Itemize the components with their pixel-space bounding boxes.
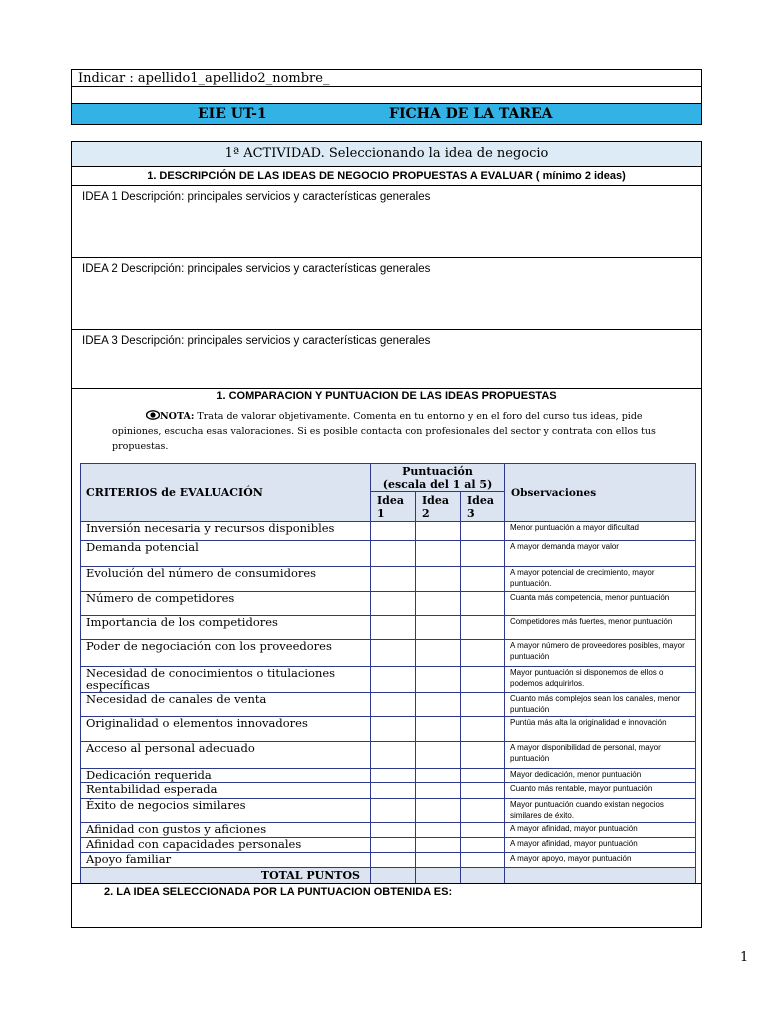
idea-2-field[interactable]: IDEA 2 Descripción: principales servicios y características generales	[72, 258, 701, 330]
observation: Cuanto más complejos sean los canales, menor puntuación	[505, 693, 696, 717]
score-idea-2[interactable]	[416, 592, 461, 616]
table-row	[81, 799, 696, 823]
eye-icon	[146, 410, 160, 420]
section2-title: 1. COMPARACION Y PUNTUACION DE LAS IDEAS PROPUESTAS	[216, 390, 557, 402]
score-idea-1[interactable]	[371, 592, 416, 616]
criterion-label: Necesidad de conocimientos o titulaciones específicas	[81, 667, 371, 693]
table-row	[81, 742, 696, 769]
score-idea-1[interactable]	[371, 853, 416, 868]
observation: Cuanto más rentable, mayor puntuación	[505, 783, 696, 799]
score-idea-2[interactable]	[416, 717, 461, 742]
observation: A mayor demanda mayor valor	[505, 541, 696, 567]
score-idea-3[interactable]	[461, 769, 505, 783]
table-row	[81, 693, 696, 717]
observation: Cuanta más competencia, menor puntuación	[505, 592, 696, 616]
score-idea-3[interactable]	[461, 838, 505, 853]
score-header: Puntuación (escala del 1 al 5)	[371, 464, 505, 492]
total-idea-2[interactable]	[416, 868, 461, 884]
score-idea-1[interactable]	[371, 838, 416, 853]
criterion-label: Evolución del número de consumidores	[81, 567, 371, 592]
score-idea-2[interactable]	[416, 783, 461, 799]
score-idea-2[interactable]	[416, 616, 461, 640]
score-idea-3[interactable]	[461, 853, 505, 868]
score-idea-2[interactable]	[416, 640, 461, 667]
score-idea-2[interactable]	[416, 853, 461, 868]
header-blank-row	[71, 87, 702, 104]
score-idea-1[interactable]	[371, 783, 416, 799]
observation: Mayor dedicación, menor puntuación	[505, 769, 696, 783]
table-row	[81, 717, 696, 742]
score-idea-1[interactable]	[371, 667, 416, 693]
criterion-label: Necesidad de canales de venta	[81, 693, 371, 717]
score-idea-3[interactable]	[461, 783, 505, 799]
observation: A mayor disponibilidad de personal, mayor puntuación	[505, 742, 696, 769]
note: NOTA: Trata de valorar objetivamente. Comenta en tu entorno y en el foro del curso tus ideas, pide opiniones, escucha esas valoraciones. Si es posible contacta con profesionales del sector y contrata con ellos tus propuestas.	[112, 411, 656, 452]
score-idea-2[interactable]	[416, 823, 461, 838]
title-bar	[71, 104, 702, 125]
score-idea-3[interactable]	[461, 616, 505, 640]
score-idea-3[interactable]	[461, 823, 505, 838]
observations-header: Observaciones	[505, 464, 696, 522]
score-idea-3[interactable]	[461, 742, 505, 769]
comparison-section	[72, 389, 701, 883]
score-idea-2[interactable]	[416, 541, 461, 567]
table-row	[81, 541, 696, 567]
unit-code: EIE UT-1	[198, 106, 267, 122]
criterion-label: Dedicación requerida	[81, 769, 371, 783]
idea-3-col: Idea 3	[461, 492, 505, 522]
score-idea-2[interactable]	[416, 769, 461, 783]
idea-1-field[interactable]: IDEA 1 Descripción: principales servicios y características generales	[72, 186, 701, 258]
score-idea-2[interactable]	[416, 693, 461, 717]
activity-form	[71, 141, 702, 928]
observation: Menor puntuación a mayor dificultad	[505, 522, 696, 541]
page-title: FICHA DE LA TAREA	[389, 106, 553, 122]
score-idea-1[interactable]	[371, 742, 416, 769]
table-row	[81, 640, 696, 667]
score-idea-1[interactable]	[371, 541, 416, 567]
observation: Mayor puntuación cuando existan negocios similares de éxito.	[505, 799, 696, 823]
score-idea-3[interactable]	[461, 567, 505, 592]
score-idea-2[interactable]	[416, 799, 461, 823]
score-idea-3[interactable]	[461, 522, 505, 541]
table-row	[81, 769, 696, 783]
observation: A mayor afinidad, mayor puntuación	[505, 823, 696, 838]
table-row	[81, 592, 696, 616]
score-idea-1[interactable]	[371, 693, 416, 717]
table-row	[81, 567, 696, 592]
criterion-label: Afinidad con capacidades personales	[81, 838, 371, 853]
score-idea-2[interactable]	[416, 742, 461, 769]
total-idea-1[interactable]	[371, 868, 416, 884]
table-row	[81, 616, 696, 640]
criterion-label: Número de competidores	[81, 592, 371, 616]
table-row	[81, 838, 696, 853]
criterion-label: Afinidad con gustos y aficiones	[81, 823, 371, 838]
score-idea-2[interactable]	[416, 567, 461, 592]
observation: Mayor puntuación si disponemos de ellos o podemos adquirirlos.	[505, 667, 696, 693]
total-label: TOTAL PUNTOS	[81, 868, 371, 884]
observation: A mayor potencial de crecimiento, mayor puntuación.	[505, 567, 696, 592]
criterion-label: Rentabilidad esperada	[81, 783, 371, 799]
observation: A mayor apoyo, mayor puntuación	[505, 853, 696, 868]
criterion-label: Originalidad o elementos innovadores	[81, 717, 371, 742]
score-idea-3[interactable]	[461, 541, 505, 567]
score-idea-2[interactable]	[416, 522, 461, 541]
page-number: 1	[740, 950, 749, 965]
criteria-header: CRITERIOS de EVALUACIÓN	[81, 464, 371, 522]
observation: A mayor afinidad, mayor puntuación	[505, 838, 696, 853]
criterion-label: Apoyo familiar	[81, 853, 371, 868]
table-row	[81, 667, 696, 693]
score-idea-1[interactable]	[371, 717, 416, 742]
score-idea-1[interactable]	[371, 522, 416, 541]
observation: Puntúa más alta la originalidad e innovación	[505, 717, 696, 742]
score-idea-2[interactable]	[416, 667, 461, 693]
criterion-label: Acceso al personal adecuado	[81, 742, 371, 769]
table-row	[81, 823, 696, 838]
score-idea-3[interactable]	[461, 640, 505, 667]
total-observations	[505, 868, 696, 884]
score-idea-1[interactable]	[371, 616, 416, 640]
observation: A mayor número de proveedores posibles, mayor puntuación	[505, 640, 696, 667]
criterion-label: Demanda potencial	[81, 541, 371, 567]
observation: Competidores más fuertes, menor puntuación	[505, 616, 696, 640]
criterion-label: Poder de negociación con los proveedores	[81, 640, 371, 667]
score-idea-1[interactable]	[371, 823, 416, 838]
section1-title: 1. DESCRIPCIÓN DE LAS IDEAS DE NEGOCIO PROPUESTAS A EVALUAR ( mínimo 2 ideas)	[72, 167, 701, 186]
criterion-label: Éxito de negocios similares	[81, 799, 371, 823]
criterion-label: Importancia de los competidores	[81, 616, 371, 640]
table-row	[81, 522, 696, 541]
score-idea-1[interactable]	[371, 799, 416, 823]
idea-3-field[interactable]: IDEA 3 Descripción: principales servicios y características generales	[72, 330, 701, 389]
score-idea-1[interactable]	[371, 640, 416, 667]
score-idea-3[interactable]	[461, 592, 505, 616]
student-name-field[interactable]: Indicar : apellido1_apellido2_nombre_	[71, 69, 702, 87]
idea-1-col: Idea 1	[371, 492, 416, 522]
evaluation-table	[80, 463, 696, 884]
score-idea-1[interactable]	[371, 567, 416, 592]
activity-title: 1ª ACTIVIDAD. Seleccionando la idea de negocio	[72, 142, 701, 167]
score-idea-2[interactable]	[416, 838, 461, 853]
table-row	[81, 783, 696, 799]
score-idea-1[interactable]	[371, 769, 416, 783]
score-idea-3[interactable]	[461, 667, 505, 693]
idea-2-col: Idea 2	[416, 492, 461, 522]
total-idea-3[interactable]	[461, 868, 505, 884]
table-row	[81, 853, 696, 868]
section3-title: 2. LA IDEA SELECCIONADA POR LA PUNTUACION OBTENIDA ES:	[104, 886, 453, 898]
selected-idea-section[interactable]	[72, 883, 701, 927]
score-idea-3[interactable]	[461, 717, 505, 742]
score-idea-3[interactable]	[461, 693, 505, 717]
score-idea-3[interactable]	[461, 799, 505, 823]
criterion-label: Inversión necesaria y recursos disponibles	[81, 522, 371, 541]
